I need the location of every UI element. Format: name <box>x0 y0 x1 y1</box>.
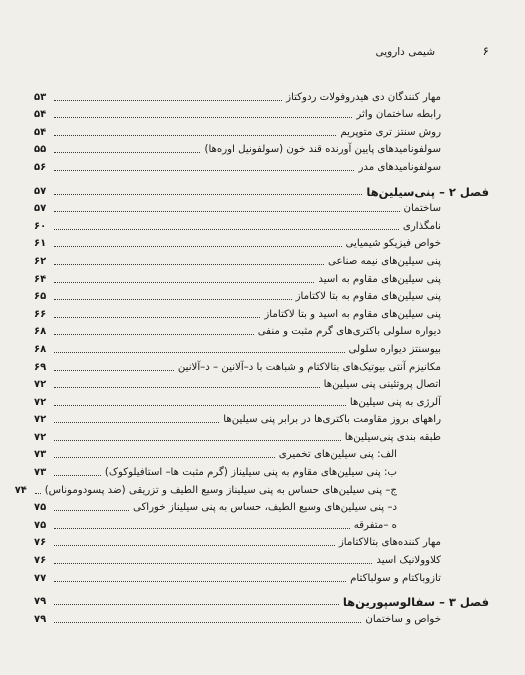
toc-entry-page: ۷۲ <box>34 414 47 426</box>
dot-leader <box>54 246 342 247</box>
dot-leader <box>54 545 335 546</box>
toc-entry-page: ۵۶ <box>34 161 47 173</box>
toc-entry-page: ۷۵ <box>34 519 47 531</box>
toc-entry-page: ۷۹ <box>34 613 47 625</box>
toc-entry-title: دیواره سلولی باکتری‌های گرم مثبت و منفی <box>257 326 441 338</box>
toc-entry-page: ۷۶ <box>34 555 47 567</box>
toc-entry-page: ۵۳ <box>34 91 47 103</box>
dot-leader <box>54 457 275 458</box>
toc-entry <box>34 549 489 567</box>
toc-entry-title: رابطه ساختمان واثر <box>356 109 441 121</box>
toc-entry-title: پنی سیلین‌های مقاوم به بتا لاکتاماز <box>295 291 441 303</box>
dot-leader <box>54 117 352 118</box>
toc-entry-page: ۷۵ <box>34 502 47 514</box>
toc-entry-title: مکانیزم آنتی بیوتیک‌های بتالاکتام و شباهت با د–آلانین – د–آلانین <box>177 361 441 373</box>
toc-entry-page: ۶۴ <box>34 273 47 285</box>
dot-leader <box>54 405 346 406</box>
toc-entry-title: کلاوولانیک اسید <box>376 555 441 567</box>
dot-leader <box>54 528 350 529</box>
dot-leader <box>54 152 200 153</box>
toc-entry-page: ۶۲ <box>34 255 47 267</box>
toc-entry-title: ساختمان <box>403 203 441 215</box>
toc-entry <box>34 532 489 550</box>
toc-entry <box>34 321 489 339</box>
page-number: ۶ <box>482 44 489 58</box>
toc-entry <box>34 497 489 515</box>
dot-leader <box>54 299 292 300</box>
toc-entry <box>34 233 489 251</box>
toc-entry-page: ۷۷ <box>34 572 47 584</box>
toc-entry <box>34 198 489 216</box>
dot-leader <box>54 581 346 582</box>
toc-chapter-entry <box>34 591 489 609</box>
toc-entry <box>34 121 489 139</box>
toc-entry <box>34 268 489 286</box>
dot-leader <box>54 440 341 441</box>
toc-entry-title: الف: پنی سیلین‌های تخمیری <box>278 449 397 461</box>
toc-entry-page: ۷۲ <box>34 396 47 408</box>
toc-entry-title: فصل ۳ – سفالوسپورین‌ها <box>342 595 489 610</box>
toc-entry-title: ه –متفرقه <box>353 519 397 531</box>
toc-entry <box>34 139 489 157</box>
toc-entry-title: روش سنتز تری متوپریم <box>340 126 441 138</box>
toc-entry-title: سولفونامیدهای مدر <box>358 161 441 173</box>
toc-entry-title: پنی سیلین‌های مقاوم به اسید <box>318 273 441 285</box>
dot-leader <box>54 317 260 318</box>
toc-entry <box>34 338 489 356</box>
dot-leader <box>54 229 399 230</box>
toc-entry-page: ۷۴ <box>14 484 27 496</box>
toc-entry-page: ۶۶ <box>34 308 47 320</box>
toc-entry <box>34 391 489 409</box>
toc-chapter-entry <box>34 180 489 198</box>
toc-entry <box>34 409 489 427</box>
toc-entry-page: ۷۳ <box>34 467 47 479</box>
toc-entry-title: مهار کنندگان دی هیدروفولات ردوکتاز <box>286 91 441 103</box>
toc-entry <box>34 86 489 104</box>
dot-leader <box>54 135 336 136</box>
toc-entry-title: آلرژی به پنی سیلین‌ها <box>349 396 441 408</box>
toc-entry-page: ۷۲ <box>34 379 47 391</box>
dot-leader <box>54 422 219 423</box>
toc-entry <box>34 426 489 444</box>
toc-entry-page: ۵۴ <box>34 126 47 138</box>
toc-entry-title: طبقه بندی پنی‌سیلین‌ها <box>344 431 441 443</box>
toc-entry <box>34 250 489 268</box>
dot-leader <box>54 475 101 476</box>
dot-leader <box>54 170 354 171</box>
toc-entry-title: پنی سیلین‌های نیمه صناعی <box>327 255 441 267</box>
dot-leader <box>54 194 362 195</box>
toc-entry-page: ۷۳ <box>34 449 47 461</box>
toc-entry-page: ۷۶ <box>34 537 47 549</box>
toc-entry-title: اتصال پروتئینی پنی سیلین‌ها <box>323 379 441 391</box>
dot-leader <box>54 352 345 353</box>
toc-entry-page: ۷۹ <box>34 596 47 608</box>
toc-entry <box>34 286 489 304</box>
toc-entry-page: ۵۵ <box>34 144 47 156</box>
toc-entry-title: خواص فیزیکو شیمیایی <box>345 238 441 250</box>
table-of-contents <box>14 86 489 626</box>
toc-entry-title: سولفونامیدهای پایین آورنده قند خون (سولفونیل اوره‌ها) <box>204 144 441 156</box>
toc-entry-title: ج– پنی سیلین‌های حساس به پنی سیلیناز وسیع الطیف و تزریقی (ضد پسودوموناس) <box>44 484 397 496</box>
toc-entry-title: مهار کننده‌های بتالاکتاماز <box>338 537 441 549</box>
dot-leader <box>54 563 372 564</box>
dot-leader <box>54 604 339 605</box>
toc-entry-title: پنی سیلین‌های مقاوم به اسید و بتا لاکتاماز <box>264 308 441 320</box>
toc-entry <box>34 514 489 532</box>
toc-entry <box>34 356 489 374</box>
page-header <box>34 46 489 64</box>
toc-entry-page: ۶۱ <box>34 238 47 250</box>
toc-entry <box>34 461 489 479</box>
toc-entry-page: ۵۴ <box>34 109 47 121</box>
toc-entry <box>34 374 489 392</box>
toc-entry-title: بیوسنتز دیواره سلولی <box>348 343 441 355</box>
dot-leader <box>54 282 314 283</box>
dot-leader <box>54 334 254 335</box>
toc-entry-title: تازوباکتام و سولباکتام <box>350 572 441 584</box>
toc-entry-page: ۵۷ <box>34 185 47 197</box>
toc-entry-page: ۵۷ <box>34 203 47 215</box>
toc-entry-page: ۷۲ <box>34 431 47 443</box>
toc-entry <box>34 303 489 321</box>
toc-entry-page: ۶۵ <box>34 291 47 303</box>
toc-entry-title: د– پنی سیلین‌های وسیع الطیف، حساس به پنی سیلیناز خوراکی <box>132 502 397 514</box>
toc-entry <box>14 479 489 497</box>
dot-leader <box>54 100 282 101</box>
toc-entry-title: نامگذاری <box>402 220 441 232</box>
toc-entry <box>34 608 489 626</box>
toc-entry-page: ۶۸ <box>34 326 47 338</box>
dot-leader <box>54 211 400 212</box>
toc-entry <box>34 567 489 585</box>
toc-entry-title: راههای بروز مقاومت باکتری‌ها در برابر پنی سیلین‌ها <box>223 414 441 426</box>
toc-entry-page: ۶۰ <box>34 220 47 232</box>
dot-leader <box>54 622 361 623</box>
toc-entry-title: خواص و ساختمان <box>365 613 441 625</box>
dot-leader <box>35 493 41 494</box>
toc-entry-title: ب: پنی سیلین‌های مقاوم به پنی سیلیناز (گرم مثبت ها– استافیلوکوک) <box>104 467 397 479</box>
running-title: شیمی دارویی <box>375 46 435 58</box>
dot-leader <box>54 264 324 265</box>
dot-leader <box>54 387 320 388</box>
toc-entry <box>34 215 489 233</box>
dot-leader <box>54 510 129 511</box>
toc-entry-page: ۶۹ <box>34 361 47 373</box>
dot-leader <box>54 370 174 371</box>
toc-entry <box>34 104 489 122</box>
toc-entry-title: فصل ۲ – پنی‌سیلین‌ها <box>366 184 489 199</box>
toc-entry-page: ۶۸ <box>34 343 47 355</box>
toc-entry <box>34 444 489 462</box>
toc-entry <box>34 156 489 174</box>
